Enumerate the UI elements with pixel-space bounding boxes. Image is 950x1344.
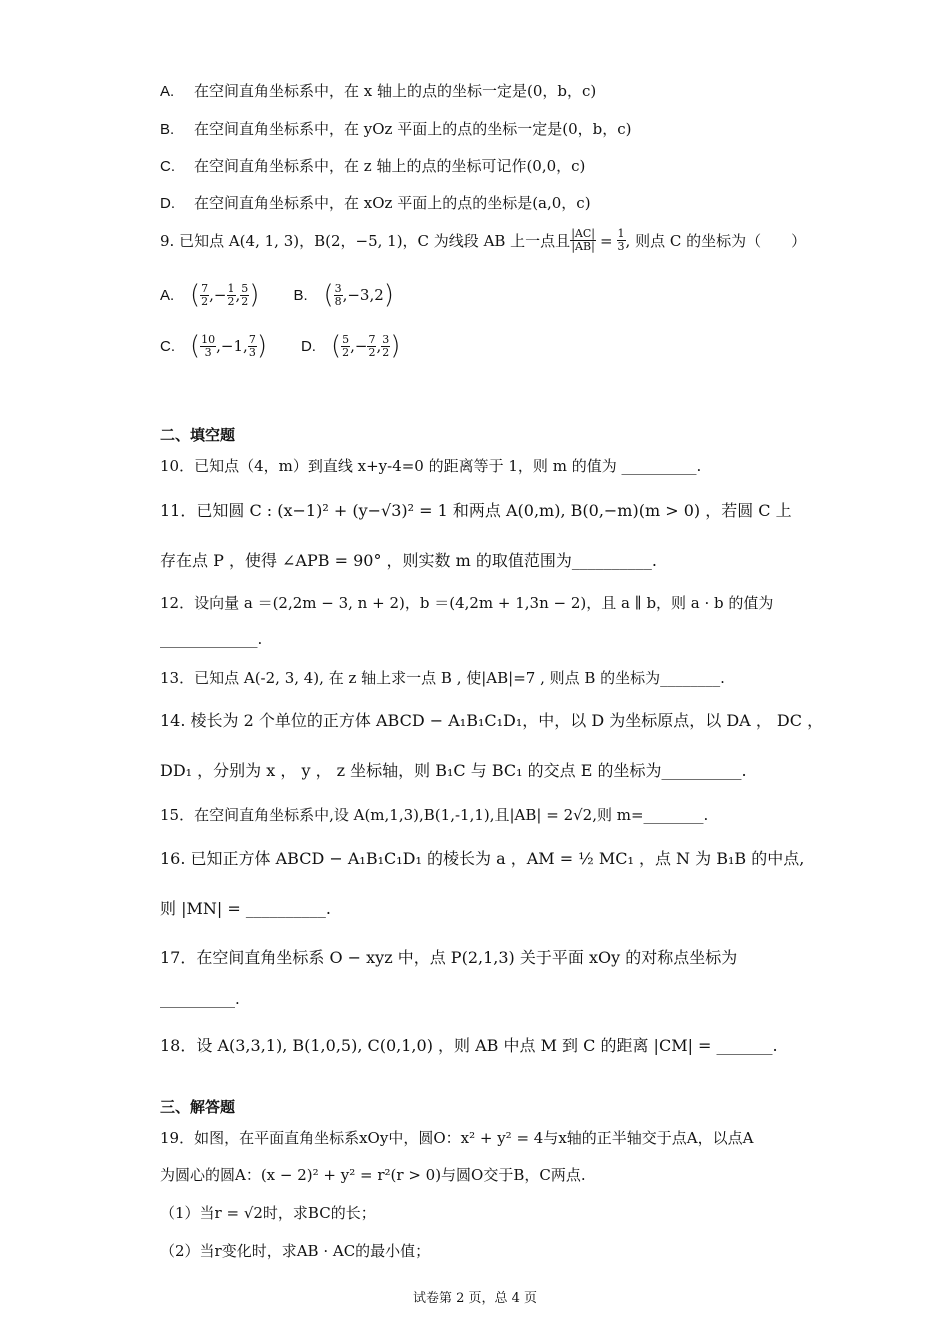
question-12-line2: _____________. — [160, 630, 263, 648]
question-10: 10．已知点（4，m）到直线 x+y-4=0 的距离等于 1，则 m 的值为 __________. — [160, 457, 702, 475]
q9-option-b — [293, 280, 394, 310]
option-text: 在空间直角坐标系中，在 yOz 平面上的点的坐标一定是(0，b，c) — [194, 120, 632, 138]
question-19-line2: 为圆心的圆A：(x − 2)² + y² = r²(r > 0)与圆O交于B，C两点. — [160, 1166, 586, 1184]
q9-stem-pre: 9. 已知点 A(4, 1, 3)，B(2，−5, 1)，C 为线段 AB 上一点且 — [160, 232, 571, 250]
q9-third-fraction — [617, 228, 626, 253]
option-label: A. — [160, 286, 175, 304]
option-label: D. — [160, 195, 175, 212]
q8-option-b — [160, 118, 631, 139]
question-14-line1: 14. 棱长为 2 个单位的正方体 ABCD − A₁B₁C₁D₁，中，以 D 为坐标原点，以 DA ， DC ， — [160, 711, 824, 730]
section-title-fill-in: 二、填空题 — [160, 426, 236, 444]
question-11-line1: 11．已知圆 C : (x−1)² + (y−√3)² = 1 和两点 A(0,m), B(0,−m)(m > 0) ，若圆 C 上 — [160, 501, 792, 520]
fraction — [248, 334, 257, 359]
question-16-line2: 则 |MN| = __________. — [160, 899, 331, 918]
q9-third-num: 1 — [617, 227, 625, 240]
question-19-sub2: （2）当r变化时，求AB · AC的最小值； — [160, 1242, 431, 1260]
fraction — [341, 334, 350, 359]
denominator: 3 — [204, 345, 212, 359]
option-label: B. — [160, 121, 175, 138]
q8-option-a — [160, 80, 596, 101]
q9-option-c — [160, 331, 267, 361]
fraction — [227, 283, 236, 308]
q9-options-row1 — [160, 280, 428, 310]
fraction — [381, 334, 390, 359]
question-18: 18．设 A(3,3,1), B(1,0,5), C(0,1,0) ，则 AB 中点 M 到 C 的距离 |CM| = _______. — [160, 1036, 778, 1055]
right-paren: ) — [390, 331, 401, 361]
q9-ratio-fraction — [570, 228, 596, 253]
option-label: C. — [160, 158, 175, 175]
question-15: 15．在空间直角坐标系中,设 A(m,1,3),B(1,-1,1),且|AB| = 2√2,则 m=________. — [160, 806, 709, 824]
question-12-line1: 12．设向量 a ＝(2,2m − 3, n + 2)，b ＝(4,2m + 1,3n − 2)，且 a ∥ b，则 a · b 的值为 — [160, 594, 774, 612]
question-11-line2: 存在点 P ，使得 ∠APB = 90° ，则实数 m 的取值范围为__________. — [160, 551, 657, 570]
numerator: 3 — [382, 332, 390, 346]
separator: , — [235, 286, 241, 304]
right-paren: ) — [249, 280, 260, 310]
option-text: 在空间直角坐标系中，在 x 轴上的点的坐标一定是(0，b，c) — [194, 82, 597, 100]
denominator: 2 — [241, 294, 249, 308]
q9-options-row2 — [160, 331, 434, 361]
numerator: 3 — [334, 281, 342, 295]
denominator: 2 — [227, 294, 235, 308]
q9-stem-post: , 则点 C 的坐标为（ ） — [625, 232, 807, 250]
separator: ,− — [209, 286, 227, 304]
denominator: 2 — [368, 345, 376, 359]
right-paren: ) — [256, 331, 267, 361]
q8-option-c — [160, 155, 585, 176]
denominator: 3 — [248, 345, 256, 359]
option-text: 在空间直角坐标系中，在 xOz 平面上的点的坐标是(a,0，c) — [194, 194, 591, 212]
q9-ratio-den: |AB| — [571, 240, 595, 253]
option-text: 在空间直角坐标系中，在 z 轴上的点的坐标可记作(0,0，c) — [194, 157, 586, 175]
separator: ,− — [350, 337, 368, 355]
denominator: 2 — [382, 345, 390, 359]
left-paren: ( — [330, 331, 342, 361]
option-label: D. — [300, 337, 316, 355]
numerator: 7 — [368, 332, 376, 346]
denominator: 2 — [201, 294, 209, 308]
q9-option-a — [160, 280, 259, 310]
question-17-line1: 17．在空间直角坐标系 O − xyz 中，点 P(2,1,3) 关于平面 xOy 的对称点坐标为 — [160, 948, 738, 967]
option-label: C. — [160, 337, 175, 355]
numerator: 5 — [241, 281, 249, 295]
fraction — [240, 283, 249, 308]
section-title-answer: 三、解答题 — [160, 1098, 236, 1116]
q9-option-d — [301, 331, 400, 361]
question-17-line2: __________. — [160, 990, 240, 1008]
fraction — [334, 283, 343, 308]
left-paren: ( — [323, 280, 334, 310]
left-paren: ( — [190, 280, 201, 310]
q9-eq: = — [599, 231, 613, 250]
numerator: 7 — [201, 281, 209, 295]
right-paren: ) — [383, 280, 394, 310]
option-label: B. — [293, 286, 308, 304]
q9-stem — [160, 228, 806, 253]
question-19-line1: 19．如图，在平面直角坐标系xOy中，圆O：x² + y² = 4与x轴的正半轴交于点A，以点A — [160, 1129, 754, 1147]
question-14-line2: DD₁ ，分别为 x ， y ， z 坐标轴，则 B₁C 与 BC₁ 的交点 E 的坐标为__________. — [160, 761, 747, 780]
fraction — [200, 283, 209, 308]
fraction — [367, 334, 376, 359]
separator: ,−1, — [216, 337, 248, 355]
q8-option-d — [160, 192, 591, 213]
numerator: 10 — [201, 332, 216, 346]
left-paren: ( — [190, 331, 201, 361]
option-label: A. — [160, 83, 175, 100]
fraction — [200, 334, 216, 359]
q9-ratio-num: |AC| — [571, 227, 595, 240]
denominator: 2 — [342, 345, 350, 359]
numerator: 5 — [342, 332, 350, 346]
q9-third-den: 3 — [617, 240, 625, 253]
denominator: 8 — [334, 294, 342, 308]
question-13: 13．已知点 A(-2, 3, 4), 在 z 轴上求一点 B , 使|AB|=7 , 则点 B 的坐标为________. — [160, 669, 725, 687]
question-19-sub1: （1）当r = √2时，求BC的长； — [160, 1204, 376, 1222]
question-16-line1: 16. 已知正方体 ABCD − A₁B₁C₁D₁ 的棱长为 a ，AM = ½ MC₁ ，点 N 为 B₁B 的中点, — [160, 849, 805, 868]
page-footer: 试卷第 2 页，总 4 页 — [412, 1291, 538, 1306]
numerator: 1 — [227, 281, 235, 295]
separator: ,−3,2 — [342, 286, 384, 304]
separator: , — [376, 337, 382, 355]
numerator: 7 — [248, 332, 256, 346]
